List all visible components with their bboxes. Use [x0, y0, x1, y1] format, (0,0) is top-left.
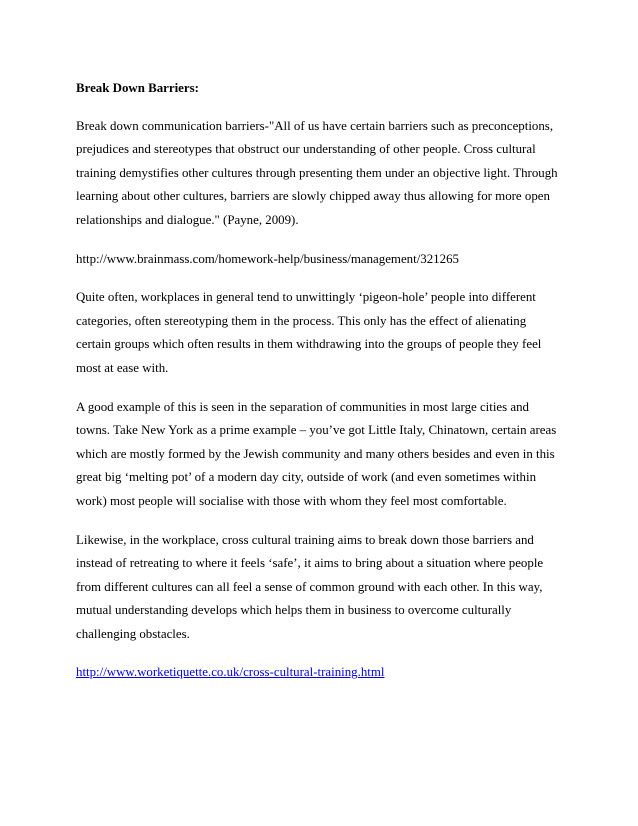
reference-link-paragraph: [76, 661, 562, 685]
section-heading: Break Down Barriers:: [76, 81, 199, 95]
paragraph-workplace-training: Likewise, in the workplace, cross cultural training aims to break down those barriers and instead of retreating to where it feels ‘safe’, it aims to bring about a situation where people from different cultures can all feel a sense of common ground with each other. In this way, mutual understanding develops which helps them in business to overcome culturally challenging obstacles.: [76, 532, 544, 641]
reference-link[interactable]: http://www.worketiquette.co.uk/cross-cultural-training.html: [76, 665, 385, 680]
source-url-text: http://www.brainmass.com/homework-help/business/management/321265: [76, 251, 459, 266]
paragraph-new-york-example: A good example of this is seen in the separation of communities in most large cities and towns. Take New York as a prime example – you’ve got Little Italy, Chinatown, certain areas which are mostly formed by the Jewish community and many others besides and even in this great big ‘melting pot’ of a modern day city, outside of work (and even sometimes within work) most people will socialise with those with whom they feel most comfortable.: [76, 399, 557, 508]
paragraph-quote: Break down communication barriers-"All of us have certain barriers such as preconceptions, prejudices and stereotypes that obstruct our understanding of other people. Cross cultural training demystifies other cultures through presenting them under an objective light. Through learning about other cultures, barriers are slowly chipped away thus allowing for more open relationships and dialogue." (Payne, 2009).: [76, 118, 558, 227]
paragraph-pigeon-hole: Quite often, workplaces in general tend to unwittingly ‘pigeon-hole’ people into different categories, often stereotyping them in the process. This only has the effect of alienating certain groups which often results in them withdrawing into the groups of people they feel most at ease with.: [76, 290, 542, 375]
document-body: [76, 77, 562, 700]
